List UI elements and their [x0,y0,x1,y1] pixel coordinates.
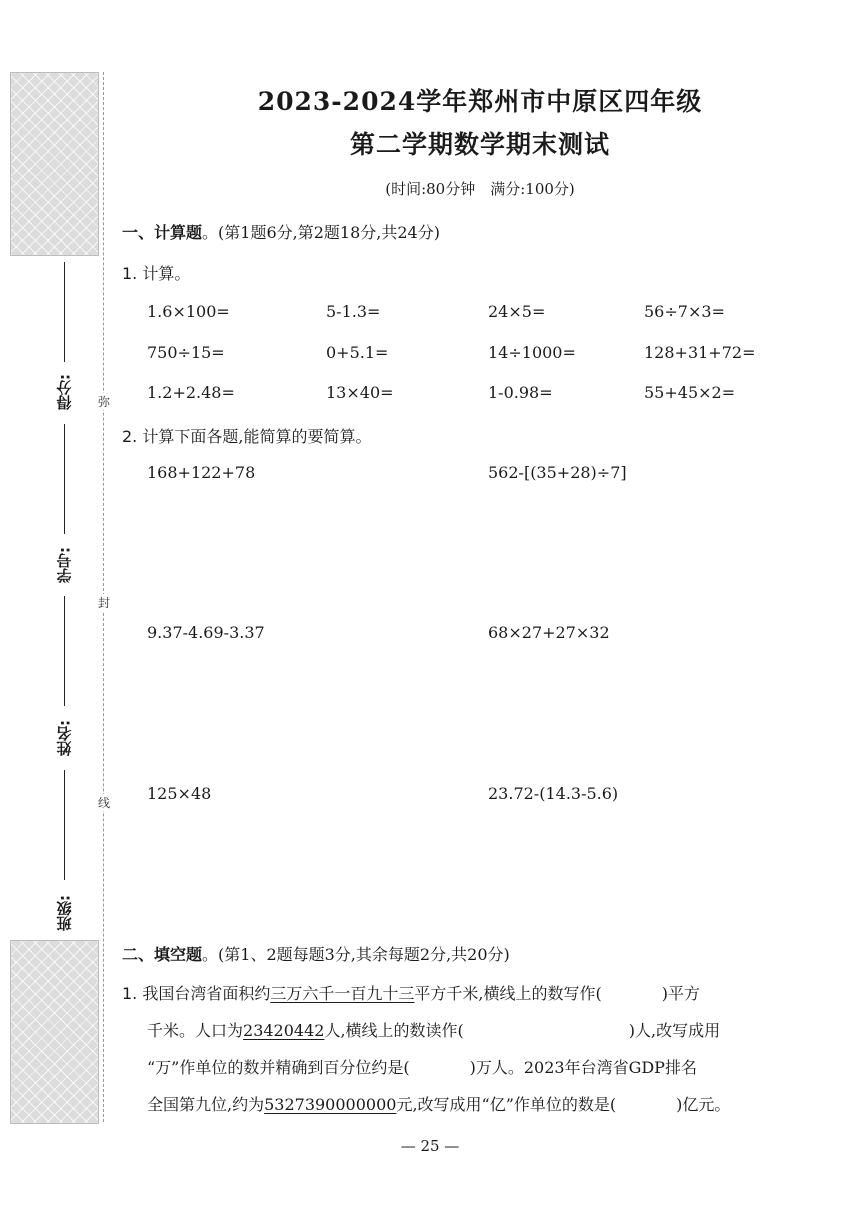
calc-item: 24×5= [488,302,546,321]
calc-item: 0+5.1= [326,343,389,362]
text-segment: 人,横线上的数读作( [324,1021,464,1040]
page-number: — 25 — [400,1137,460,1155]
simplify-item: 562-[(35+28)÷7] [488,463,627,482]
underlined-number-words: 三万六千一百九十三 [270,984,415,1003]
section1-note: 。(第1题6分,第2题18分,共24分) [202,223,440,242]
student-no-line [64,424,65,534]
s1-q2-num: 2. [122,427,138,446]
exam-subtitle: (时间:80分钟 满分:100分) [385,180,575,198]
calc-item: 128+31+72= [644,343,756,362]
s1-q1-num: 1. [122,264,138,283]
calc-item: 13×40= [326,383,394,402]
s2-q1-line2 [122,1012,842,1049]
s1-q1-title [122,261,190,284]
section1-head: 一、计算题 [122,223,203,242]
text-segment: )平方 [661,984,700,1003]
score-label: 得分: [55,374,74,410]
class-label: 班级: [55,895,74,931]
calc-item: 1.2+2.48= [147,383,235,402]
seal-char-xian: 线 [97,796,110,810]
calc-item: 1-0.98= [488,383,553,402]
calc-item: 1.6×100= [147,302,230,321]
simplify-item: 9.37-4.69-3.37 [147,623,265,642]
student-no-label: 学号: [55,547,74,583]
class-line [64,770,65,880]
exam-title-line2: 第二学期数学期末测试 [349,130,610,159]
margin-pattern-top [10,72,99,256]
calc-item: 14÷1000= [488,343,576,362]
text-segment: )人,改写成用 [628,1021,721,1040]
exam-title-line1: 2023-2024学年郑州市中原区四年级 [257,87,703,116]
calc-item: 56÷7×3= [644,302,725,321]
name-line [64,596,65,706]
text-segment: 我国台湾省面积约 [142,984,271,1003]
s2-q1-line4 [122,1086,842,1123]
simplify-item: 68×27+27×32 [488,623,610,642]
underlined-gdp: 5327390000000 [264,1095,397,1114]
section1-heading [122,220,440,243]
s2-q1-line1 [122,975,842,1012]
calc-item: 750÷15= [147,343,225,362]
text-segment: 平方千米,横线上的数写作( [414,984,602,1003]
section2-head: 二、填空题 [122,945,203,964]
s1-q2-title [122,424,371,447]
margin-pattern-bottom [10,940,99,1124]
s2-q1-line3 [122,1049,842,1086]
calc-item: 5-1.3= [326,302,381,321]
text-segment: )万人。2023年台湾省GDP排名 [469,1058,697,1077]
s2-q1-paragraph [122,975,842,1123]
s2-q1-num: 1. [122,984,138,1003]
s1-q1-text: 计算。 [142,264,191,283]
underlined-population: 23420442 [243,1021,325,1040]
text-segment: 元,改写成用“亿”作单位的数是( [396,1095,617,1114]
simplify-item: 168+122+78 [147,463,256,482]
section2-heading [122,942,510,965]
s1-q2-text: 计算下面各题,能简算的要简算。 [142,427,372,446]
name-label: 姓名: [55,720,74,756]
text-segment: “万”作单位的数并精确到百分位约是( [147,1058,410,1077]
calc-item: 55+45×2= [644,383,736,402]
simplify-item: 23.72-(14.3-5.6) [488,784,619,803]
seal-char-feng: 封 [97,596,110,610]
seal-char-mi: 弥 [97,395,110,409]
simplify-item: 125×48 [147,784,212,803]
text-segment: 全国第九位,约为 [147,1095,265,1114]
text-segment: )亿元。 [676,1095,731,1114]
text-segment: 千米。人口为 [147,1021,244,1040]
section2-note: 。(第1、2题每题3分,其余每题2分,共20分) [202,945,510,964]
score-line [64,262,65,362]
